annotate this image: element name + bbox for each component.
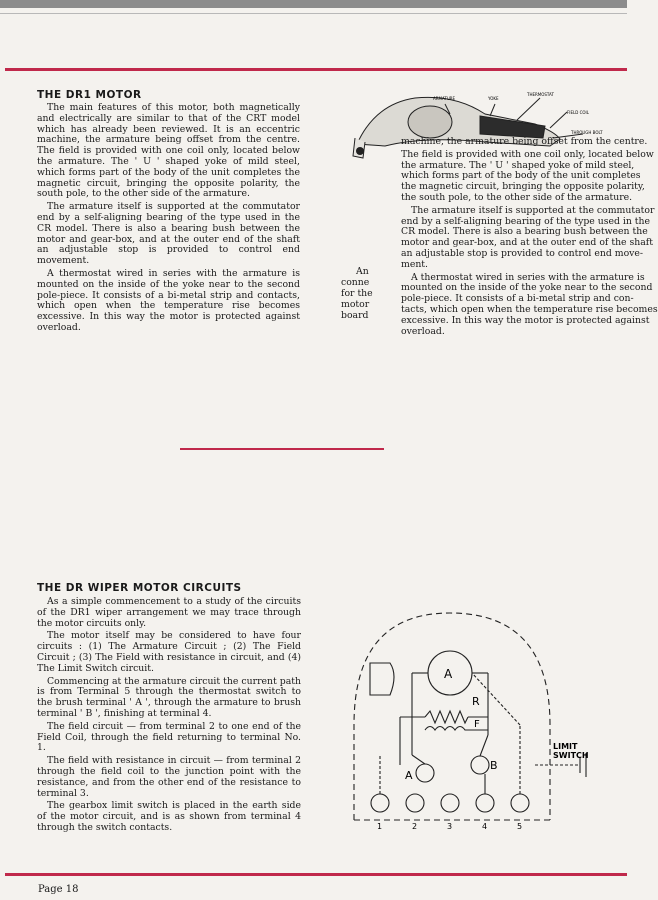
brush-b [471,756,489,774]
label-thermostat: THERMOSTAT [527,92,554,97]
brush-a [416,764,434,782]
circuits-paragraph-2: The motor itself may be considered to have four circuits : (1) The Armature Circuit ; (2) The Field Circuit ; (3) The Field with resistance in circuit, and (4) The Limit Switch circuit. [37,630,301,674]
middle-red-rule [180,448,384,450]
right-p2-line-1: The armature itself is supported at the commutator [411,204,655,216]
right-column-text [401,136,658,387]
right-p3-line-5: excessive. In this way the motor is protected against [401,314,650,326]
circuits-body [37,597,301,836]
top-edge-line [0,13,627,14]
fragment-1: An [356,266,369,277]
terminal-label-5: 5 [517,822,523,831]
bottom-red-rule [5,873,627,876]
circuits-paragraph-6: The gearbox limit switch is placed in the earth side of the motor circuit, and is as shown from terminal 4 through the switch contacts. [37,800,301,833]
terminal-label-1: 1 [377,822,383,831]
right-p2-line-5: an adjustable stop is provided to control end move- [401,247,644,259]
terminal-label-3: 3 [447,822,453,831]
terminal-5 [511,794,529,812]
right-p3-line-3: pole-piece. It consists of a bi-metal strip and con- [401,293,634,305]
circuits-paragraph-1: As a simple commencement to a study of the circuits of the DR1 wiper arrangement we may trace through the motor circuits only. [37,596,301,629]
right-line-5: the magnetic circuit, bringing the opposite polarity, [401,181,645,193]
circuits-paragraph-3: Commencing at the armature circuit the current path is from Terminal 5 through the thermostat switch to the brush terminal ' A ', through the armature to brush terminal ' B ', finishing at terminal 4. [37,675,301,719]
right-p3-line-6: overload. [401,325,445,337]
label-yoke: YOKE [488,96,499,101]
label-through-bolt: THROUGH BOLT [571,130,603,135]
fragment-4: motor [341,299,370,310]
circuit-diagram [340,605,627,835]
fragment-3: for the [341,288,373,299]
right-line-3: the armature. The ' U ' shaped yoke of mild steel, [401,159,635,171]
fragment-5: board [341,310,369,321]
label-field-coil: FIELD COIL [567,110,589,115]
terminal-label-2: 2 [412,822,418,831]
resistance-zigzag [425,711,468,723]
fragment-2: conne [341,277,370,288]
circuits-paragraph-4: The field circuit — from terminal 2 to one end of the Field Coil, through the field returning to terminal No. 1. [37,720,301,754]
armature-label: A [444,667,453,681]
dr1-paragraph-3: A thermostat wired in series with the armature is mounted on the inside of the yoke near to the second pole-piece. It consists of a bi-metal strip and contacts, which open when the temperature rise becomes excessive. In this way the motor is protected against overload. [37,267,300,333]
circuits-heading: THE DR WIPER MOTOR CIRCUITS [37,582,242,594]
label-armature: ARMATURE [433,96,456,101]
brush-b-label: B [490,759,498,772]
page-number: Page 18 [38,884,79,895]
field-label: F [474,719,480,730]
dr1-paragraph-1: The main features of this motor, both magnetically and electrically are similar to that of the CRT model which has already been reviewed. It is an eccentric machine, the armature being offset from the centre. The field is provided with one coil only, located below the armature. The ' U ' shaped yoke of mild steel, which forms part of the body of the unit completes the magnetic circuit, bringing the opposite polarity, the south pole, to the other side of the armature. [37,102,300,200]
top-edge-bar [0,0,627,8]
switch-housing [370,663,394,695]
limit-switch-label-1: LIMIT [553,742,578,751]
terminal-3 [441,794,459,812]
resistance-label: R [472,695,480,708]
right-p2-line-3: CR model. There is also a bearing bush between the [401,226,648,238]
right-p2-line-6: ment. [401,258,428,270]
dr1-paragraph-2: The armature itself is supported at the commutator end by a self-aligning bearing of the type used in the CR model. There is also a bearing bush between the motor and gear-box, and at the outer end of the shaft an adjustable stop is provided to control end movement. [37,201,300,267]
terminal-2 [406,794,424,812]
top-red-rule [5,68,627,71]
limit-switch-label-2: SWITCH [553,751,589,760]
terminal-label-4: 4 [482,822,488,831]
right-line-1: machine, the armature being offset from the centre. [401,136,648,147]
circuits-paragraph-5: The field with resistance in circuit — from terminal 2 through the field coil to the junction point with the resistance, and from the other end of the resistance to terminal 3. [37,755,301,799]
right-line-4: which forms part of the body of the unit completes [401,170,641,182]
right-p2-line-2: end by a self-aligning bearing of the type used in the [401,215,651,227]
right-line-6: the south pole, to the other side of the armature. [401,191,633,203]
dr1-heading: THE DR1 MOTOR [37,89,142,101]
right-p3-line-4: tacts, which open when the temperature rise becomes [401,303,658,315]
brush-a-label: A [405,769,413,782]
right-p2-line-4: motor and gear-box, and at the outer end of the shaft [401,237,653,249]
terminal-4 [476,794,494,812]
right-p3-line-1: A thermostat wired in series with the armature is [411,271,645,283]
dr1-body [37,103,300,336]
right-line-2: The field is provided with one coil only, located below [401,148,654,160]
right-p3-line-2: mounted on the inside of the yoke near to the second [401,282,653,294]
terminal-1 [371,794,389,812]
